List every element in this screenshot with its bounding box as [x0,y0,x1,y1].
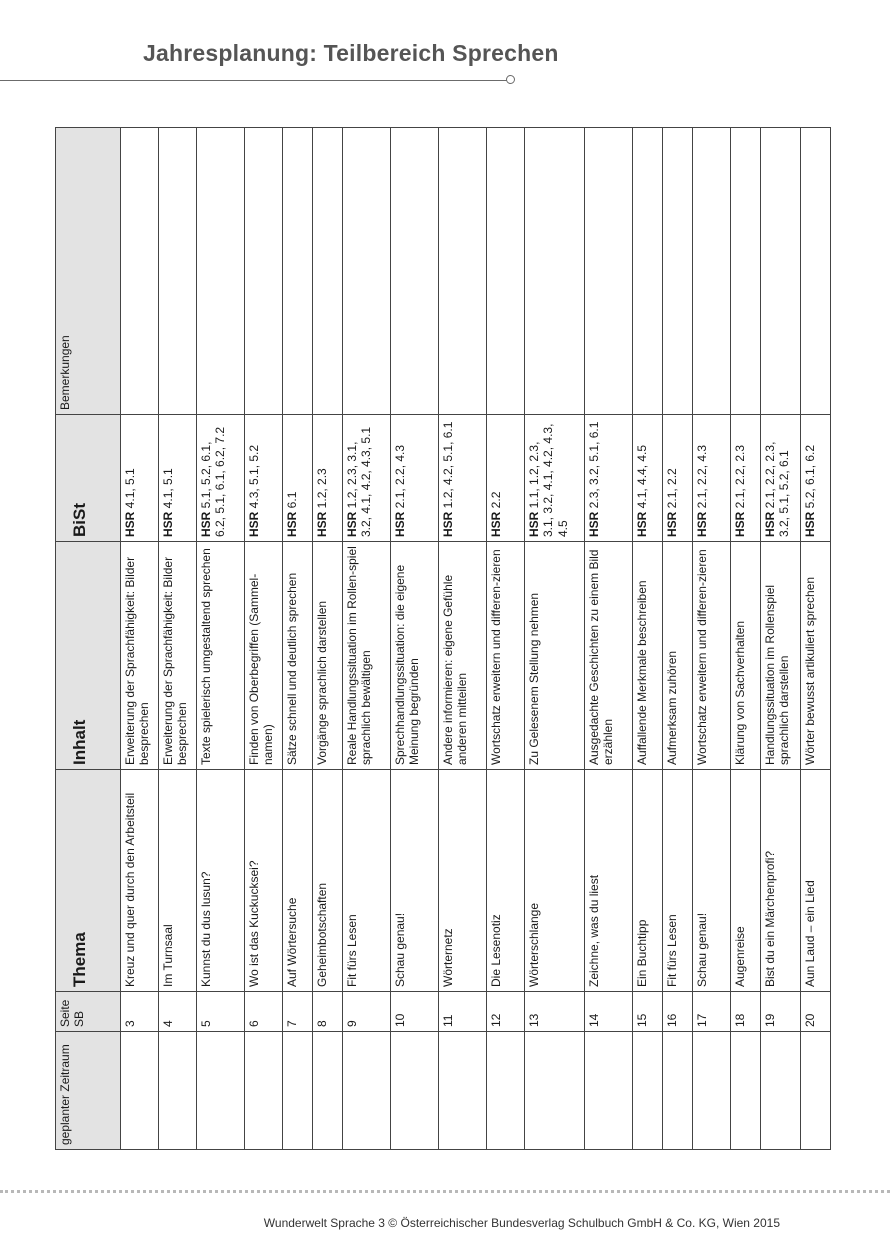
cell-inhalt: Andere informieren: eigene Gefühle anderen mitteilen [439,542,487,770]
cell-bist [487,415,525,542]
bist-codes: 4.1, 5.1 [161,468,175,509]
cell-bemerkungen [731,128,761,415]
cell-bist [525,415,585,542]
cell-seite: 18 [731,992,761,1032]
cell-bist [663,415,693,542]
table-row [801,128,831,1150]
cell-zeitraum [121,1032,159,1150]
cell-bist [633,415,663,542]
bist-hsr-label: HSR [527,511,541,537]
bist-codes: 1.2, 2.3, 3.1, 3.2, 4.1, 4.2, 4.3, 5.1 [345,426,374,537]
bist-codes: 4.1, 5.1 [123,468,137,509]
cell-inhalt: Klärung von Sachverhalten [731,542,761,770]
planning-table-frame [55,128,817,1150]
cell-thema: Aun Laud – ein Lied [801,770,831,992]
bist-codes: 2.1, 2.2, 2.3, 3.2, 5.1, 5.2, 6.1 [763,441,792,537]
table-row [121,128,159,1150]
cell-zeitraum [283,1032,313,1150]
bist-codes: 1.2, 4.2, 5.1, 6.1 [441,421,455,509]
bist-hsr-label: HSR [199,511,213,537]
cell-bemerkungen [633,128,663,415]
cell-thema: Bist du ein Märchenprofi? [761,770,801,992]
bist-hsr-label: HSR [161,511,175,537]
cell-zeitraum [439,1032,487,1150]
cell-zeitraum [731,1032,761,1150]
bist-hsr-label: HSR [489,511,503,537]
cell-inhalt: Sprechhandlungssituation: die eigene Meinung begründen [391,542,439,770]
cell-thema: Schau genau! [391,770,439,992]
bist-codes: 2.1, 2.2, 2.3 [733,444,747,509]
planning-table [55,127,831,1150]
cell-bist [693,415,731,542]
header-thema: Thema [56,770,121,992]
cell-zeitraum [245,1032,283,1150]
cell-bist [197,415,245,542]
cell-bist [761,415,801,542]
cell-bemerkungen [761,128,801,415]
cell-bemerkungen [313,128,343,415]
cell-thema: Augenreise [731,770,761,992]
bist-codes: 1.1, 1.2, 2.3, 3.1, 3.2, 4.1, 4.2, 4.3, 4.5 [527,423,570,537]
cell-thema: Kunnst du dus lusun? [197,770,245,992]
cell-seite: 15 [633,992,663,1032]
cell-bemerkungen [159,128,197,415]
table-body [121,128,831,1150]
bist-hsr-label: HSR [587,511,601,537]
cell-bemerkungen [121,128,159,415]
bist-codes: 2.3, 3.2, 5.1, 6.1 [587,421,601,509]
bist-codes: 1.2, 2.3 [315,468,329,509]
cell-bemerkungen [391,128,439,415]
table-row [313,128,343,1150]
cell-bemerkungen [585,128,633,415]
header-inhalt: Inhalt [56,542,121,770]
table-row [197,128,245,1150]
cell-inhalt: Vorgänge sprachlich darstellen [313,542,343,770]
cell-seite: 14 [585,992,633,1032]
bist-codes: 2.1, 2.2, 4.3 [695,444,709,509]
cell-bemerkungen [197,128,245,415]
table-row [633,128,663,1150]
cell-bist [585,415,633,542]
cell-inhalt: Wortschatz erweitern und differen-zieren [693,542,731,770]
cell-thema: Fit fürs Lesen [343,770,391,992]
table-row [585,128,633,1150]
cell-bist [439,415,487,542]
bist-codes: 4.1, 4.4, 4.5 [635,444,649,509]
cell-bist [245,415,283,542]
cell-bemerkungen [487,128,525,415]
cell-seite: 19 [761,992,801,1032]
cell-seite: 9 [343,992,391,1032]
footer-copyright: Wunderwelt Sprache 3 © Österreichischer Bundesverlag Schulbuch GmbH & Co. KG, Wien 2015 [263,1216,780,1230]
cell-inhalt: Erweiterung der Sprachfähigkeit: Bilder besprechen [121,542,159,770]
cell-inhalt: Zu Gelesenem Stellung nehmen [525,542,585,770]
bist-hsr-label: HSR [665,511,679,537]
bist-codes: 2.1, 2.2 [665,468,679,509]
table-row [343,128,391,1150]
cell-seite: 12 [487,992,525,1032]
bist-hsr-label: HSR [733,511,747,537]
table-row [391,128,439,1150]
bist-hsr-label: HSR [695,511,709,537]
cell-thema: Zeichne, was du liest [585,770,633,992]
cell-thema: Fit fürs Lesen [663,770,693,992]
page-title: Jahresplanung: Teilbereich Sprechen [143,40,559,66]
header-bist: BiSt [56,415,121,542]
cell-seite: 8 [313,992,343,1032]
header-bemerkungen: Bemerkungen [56,128,121,415]
cell-zeitraum [633,1032,663,1150]
cell-zeitraum [525,1032,585,1150]
cell-bist [801,415,831,542]
header-seite: Seite SB [56,992,121,1032]
cell-seite: 7 [283,992,313,1032]
table-row [245,128,283,1150]
cell-inhalt: Finden von Oberbegriffen (Sammel-namen) [245,542,283,770]
table-row [693,128,731,1150]
cell-inhalt: Wörter bewusst artikuliert sprechen [801,542,831,770]
cell-seite: 6 [245,992,283,1032]
cell-thema: Ein Buchtipp [633,770,663,992]
cell-bemerkungen [801,128,831,415]
cell-bist [313,415,343,542]
bist-hsr-label: HSR [393,511,407,537]
cell-bemerkungen [693,128,731,415]
cell-bist [731,415,761,542]
cell-zeitraum [801,1032,831,1150]
cell-thema: Schau genau! [693,770,731,992]
cell-inhalt: Handlungssituation im Rollenspiel sprachlich darstellen [761,542,801,770]
bist-hsr-label: HSR [315,511,329,537]
cell-bemerkungen [283,128,313,415]
table-row [283,128,313,1150]
table-row [487,128,525,1150]
cell-zeitraum [585,1032,633,1150]
cell-bemerkungen [343,128,391,415]
header-rule [0,80,510,81]
cell-inhalt: Texte spielerisch umgestaltend sprechen [197,542,245,770]
cell-bemerkungen [663,128,693,415]
cell-thema: Wörternetz [439,770,487,992]
bist-codes: 6.1 [285,491,299,509]
cell-inhalt: Sätze schnell und deutlich sprechen [283,542,313,770]
cell-seite: 11 [439,992,487,1032]
table-row [525,128,585,1150]
cell-thema: Wörterschlange [525,770,585,992]
cell-inhalt: Ausgedachte Geschichten zu einem Bild erzählen [585,542,633,770]
cell-seite: 3 [121,992,159,1032]
cell-bemerkungen [525,128,585,415]
bist-hsr-label: HSR [441,511,455,537]
table-header-row [56,128,121,1150]
cell-bist [121,415,159,542]
bist-codes: 5.2, 6.1, 6.2 [803,444,817,509]
cell-bist [159,415,197,542]
table-row [731,128,761,1150]
cell-zeitraum [693,1032,731,1150]
cell-zeitraum [197,1032,245,1150]
cell-bemerkungen [439,128,487,415]
cell-inhalt: Auffallende Merkmale beschreiben [633,542,663,770]
cell-thema: Kreuz und quer durch den Arbeitsteil [121,770,159,992]
cell-zeitraum [761,1032,801,1150]
cell-bist [343,415,391,542]
cell-seite: 20 [801,992,831,1032]
footer-dotted-line [0,1190,890,1193]
cell-zeitraum [391,1032,439,1150]
cell-seite: 17 [693,992,731,1032]
cell-zeitraum [343,1032,391,1150]
table-row [663,128,693,1150]
cell-bemerkungen [245,128,283,415]
bist-codes: 4.3, 5.1, 5.2 [247,444,261,509]
cell-inhalt: Erweiterung der Sprachfähigkeit: Bilder besprechen [159,542,197,770]
cell-zeitraum [313,1032,343,1150]
bist-hsr-label: HSR [763,511,777,537]
table-row [159,128,197,1150]
cell-zeitraum [487,1032,525,1150]
cell-seite: 13 [525,992,585,1032]
cell-thema: Im Turnsaal [159,770,197,992]
cell-inhalt: Aufmerksam zuhören [663,542,693,770]
bist-hsr-label: HSR [285,511,299,537]
cell-inhalt: Wortschatz erweitern und differen-zieren [487,542,525,770]
bist-codes: 2.1, 2.2, 4.3 [393,444,407,509]
bist-hsr-label: HSR [635,511,649,537]
table-row [761,128,801,1150]
cell-seite: 10 [391,992,439,1032]
cell-thema: Die Lesenotiz [487,770,525,992]
cell-bist [391,415,439,542]
cell-inhalt: Reale Handlungssituation im Rollen-spiel sprachlich bewältigen [343,542,391,770]
cell-seite: 4 [159,992,197,1032]
bist-hsr-label: HSR [803,511,817,537]
cell-thema: Geheimbotschaften [313,770,343,992]
cell-zeitraum [159,1032,197,1150]
table-row [439,128,487,1150]
cell-seite: 5 [197,992,245,1032]
cell-bist [283,415,313,542]
header-zeitraum: geplanter Zeitraum [56,1032,121,1150]
bist-hsr-label: HSR [345,511,359,537]
bist-codes: 2.2 [489,491,503,509]
header-rule-end-circle [506,75,515,84]
cell-zeitraum [663,1032,693,1150]
cell-seite: 16 [663,992,693,1032]
bist-hsr-label: HSR [247,511,261,537]
bist-hsr-label: HSR [123,511,137,537]
cell-thema: Auf Wörtersuche [283,770,313,992]
bist-codes: 5.1, 5.2, 6.1, 6.2, 5.1, 6.1, 6.2, 7.2 [199,426,228,537]
cell-thema: Wo ist das Kuckucksei? [245,770,283,992]
